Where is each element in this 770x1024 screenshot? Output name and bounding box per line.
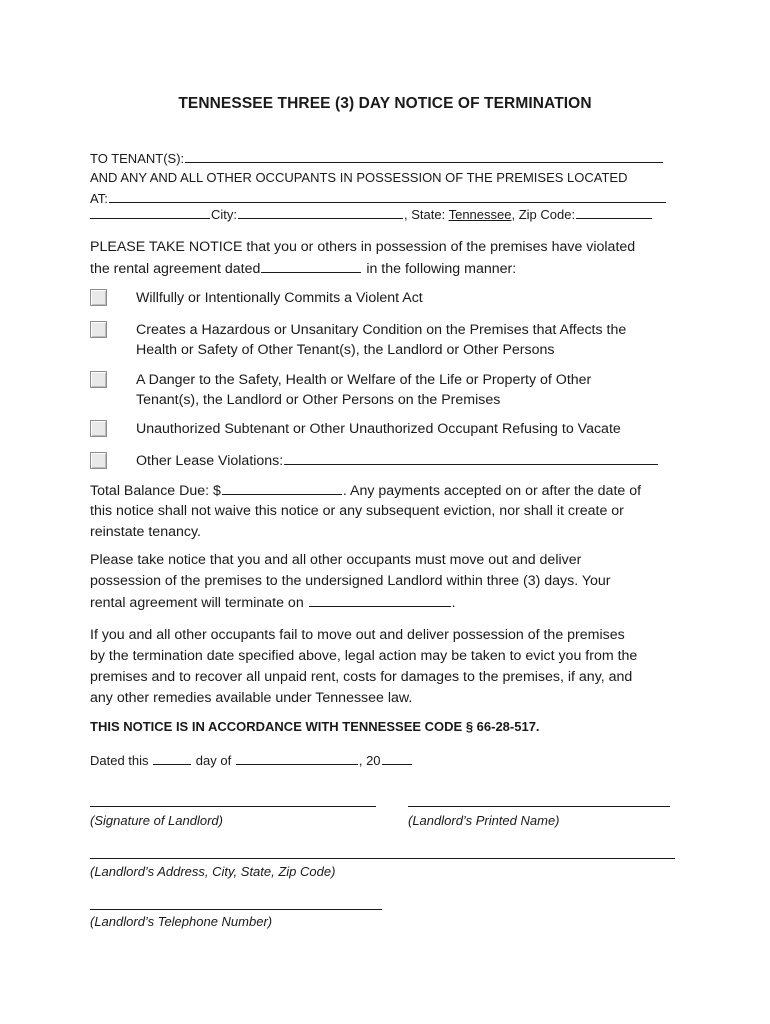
city-label: City: (211, 207, 237, 222)
notice-manner-label: in the following manner: (366, 261, 517, 277)
option-unauthorized-occupant (136, 419, 621, 439)
address-continued-field[interactable] (90, 206, 210, 219)
dated-year-field[interactable] (382, 752, 412, 765)
dated-day-field[interactable] (153, 752, 191, 765)
landlord-address-line[interactable] (90, 858, 675, 859)
option-hazardous-condition (136, 320, 626, 360)
landlord-signature-line[interactable] (90, 806, 376, 807)
landlord-phone-caption: (Landlord’s Telephone Number) (90, 914, 273, 929)
option-label: Creates a Hazardous or Unsanitary Condition on the Premises that Affects the (136, 322, 627, 338)
year-prefix: , 20 (358, 753, 381, 768)
option-danger-to-safety (136, 370, 591, 410)
landlord-signature-caption: (Signature of Landlord) (90, 813, 223, 828)
option-label-continued: Health or Safety of Other Tenant(s), the Landlord or Other Persons (136, 342, 555, 358)
legal-line-3: premises and to recover all unpaid rent, costs for damages to the premises, if any, and (90, 669, 633, 685)
state-value: Tennessee (448, 207, 512, 222)
occupants-line: AND ANY AND ALL OTHER OCCUPANTS IN POSSESSION OF THE PREMISES LOCATED (90, 170, 628, 185)
legal-line-1: If you and all other occupants fail to move out and deliver possession of the premises (90, 627, 625, 643)
landlord-printed-name-line[interactable] (408, 806, 670, 807)
hazardous-condition-checkbox[interactable] (90, 321, 107, 338)
document-title: TENNESSEE THREE (3) DAY NOTICE OF TERMINATION (178, 95, 592, 112)
termination-date-label: rental agreement will terminate on (90, 595, 304, 611)
code-notice: THIS NOTICE IS IN ACCORDANCE WITH TENNESSEE CODE § 66-28-517. (90, 719, 540, 734)
rental-agreement-date-field[interactable] (261, 260, 361, 273)
balance-line-3: reinstate tenancy. (90, 524, 201, 540)
address-line (90, 190, 667, 206)
to-tenants-label: TO TENANT(S): (90, 151, 185, 166)
unauthorized-occupant-checkbox[interactable] (90, 420, 107, 437)
city-field[interactable] (238, 206, 403, 219)
dated-line (90, 752, 413, 768)
landlord-phone-line[interactable] (90, 909, 382, 910)
option-label: Willfully or Intentionally Commits a Violent Act (136, 290, 423, 306)
zip-code-field[interactable] (576, 206, 652, 219)
moveout-line-2: possession of the premises to the undersigned Landlord within three (3) days. Your (90, 573, 611, 589)
option-label-continued: Tenant(s), the Landlord or Other Persons on the Premises (136, 392, 501, 408)
city-state-zip-line: City: , State: Tennessee, Zip Code: (90, 206, 653, 222)
option-violent-act (136, 288, 423, 308)
other-violations-checkbox[interactable] (90, 452, 107, 469)
at-label: AT: (90, 191, 108, 206)
moveout-line-3 (90, 594, 456, 611)
danger-to-safety-checkbox[interactable] (90, 371, 107, 388)
dated-label: Dated this (90, 753, 149, 768)
violent-act-checkbox[interactable] (90, 289, 107, 306)
moveout-line-1: Please take notice that you and all other occupants must move out and deliver (90, 552, 582, 568)
premises-address-field[interactable] (109, 190, 666, 203)
period: . (451, 595, 456, 611)
option-label: Other Lease Violations: (136, 453, 284, 469)
state-label: State: (411, 207, 446, 222)
landlord-address-caption: (Landlord’s Address, City, State, Zip Code) (90, 864, 336, 879)
landlord-printed-name-caption: (Landlord’s Printed Name) (408, 813, 560, 828)
dated-month-field[interactable] (236, 752, 358, 765)
balance-suffix: . Any payments accepted on or after the date of (342, 483, 642, 499)
option-label: Unauthorized Subtenant or Other Unauthorized Occupant Refusing to Vacate (136, 421, 621, 437)
other-violations-field[interactable] (284, 452, 658, 465)
balance-label: Total Balance Due: $ (90, 483, 221, 499)
day-of-label: day of (195, 753, 232, 768)
zip-label: Zip Code: (518, 207, 576, 222)
option-label: A Danger to the Safety, Health or Welfare of the Life or Property of Other (136, 372, 592, 388)
option-other-violations (136, 451, 659, 471)
termination-date-field[interactable] (309, 594, 451, 607)
balance-due-field[interactable] (222, 482, 342, 495)
legal-line-4: any other remedies available under Tennessee law. (90, 690, 413, 706)
legal-line-2: by the termination date specified above, legal action may be taken to evict you from the (90, 648, 638, 664)
balance-line-1 (90, 482, 641, 499)
to-tenants-line (90, 150, 664, 166)
notice-date-label: the rental agreement dated (90, 261, 261, 277)
notice-line-1: PLEASE TAKE NOTICE that you or others in possession of the premises have violated (90, 239, 636, 255)
balance-line-2: this notice shall not waive this notice or any subsequent eviction, nor shall it create or (90, 503, 624, 519)
tenant-names-field[interactable] (185, 150, 663, 163)
notice-line-2 (90, 260, 516, 277)
